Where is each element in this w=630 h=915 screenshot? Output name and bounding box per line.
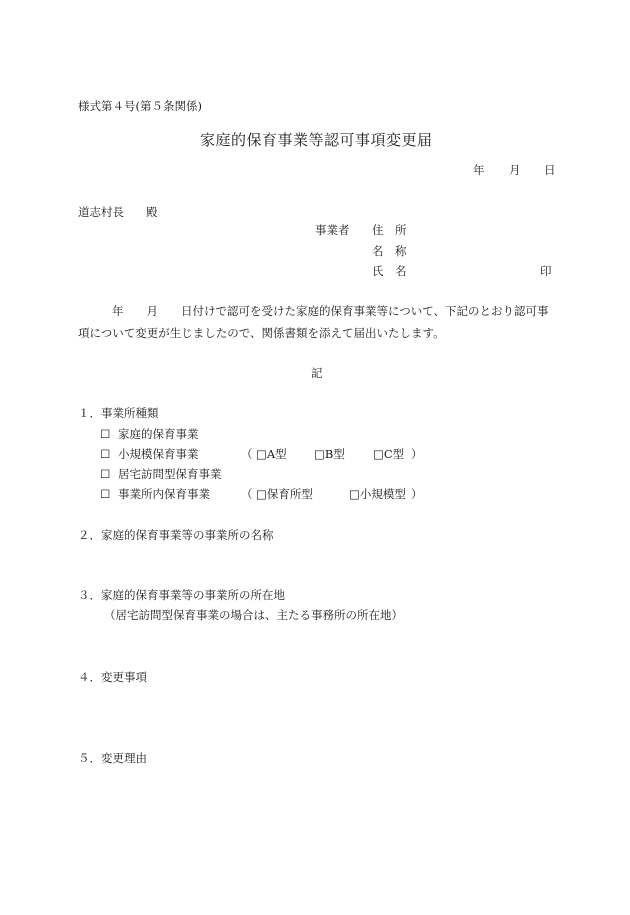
form-number: 様式第４号(第５条関係) bbox=[78, 99, 202, 113]
section-1-label: １．事業所種類 bbox=[78, 406, 159, 420]
applicant-person-label: 氏 名 bbox=[372, 264, 407, 278]
option-2-label: 小規模保育事業 bbox=[118, 447, 199, 461]
body-text: 年 月 日付けで認可を受けた家庭的保育事業等について、下記のとおり認可事項について変更が生じましたので、関係書類を添えて届出いたします。 bbox=[78, 304, 549, 340]
option-1-label: 家庭的保育事業 bbox=[118, 427, 199, 441]
section-5-label: ５．変更理由 bbox=[78, 751, 147, 765]
section-4-label: ４．変更事項 bbox=[78, 670, 147, 684]
subtype-nursery-checkbox[interactable]: □保育所型 bbox=[256, 487, 313, 501]
date-year-label: 年 bbox=[473, 163, 485, 177]
subtype-a-checkbox[interactable]: □A型 bbox=[256, 447, 287, 461]
option-4-paren-close: ） bbox=[411, 487, 423, 501]
option-1-checkbox[interactable]: ☐ bbox=[100, 427, 111, 441]
applicant-name-label: 名 称 bbox=[372, 244, 407, 258]
ki-heading: 記 bbox=[311, 366, 323, 380]
addressee-honorific: 殿 bbox=[146, 205, 158, 219]
option-3-label: 居宅訪問型保育事業 bbox=[118, 467, 222, 481]
applicant-label: 事業者 bbox=[315, 223, 350, 237]
date-day-label: 日 bbox=[544, 163, 556, 177]
body-paragraph bbox=[78, 300, 558, 344]
option-2-checkbox[interactable]: ☐ bbox=[100, 447, 111, 461]
date-month-label: 月 bbox=[509, 163, 521, 177]
option-4-paren-open: （ bbox=[241, 487, 253, 501]
option-2-paren-close: ） bbox=[411, 447, 423, 461]
section-3-label: ３．家庭的保育事業等の事業所の所在地 bbox=[78, 588, 285, 602]
option-3-checkbox[interactable]: ☐ bbox=[100, 467, 111, 481]
option-4-checkbox[interactable]: ☐ bbox=[100, 487, 111, 501]
subtype-b-checkbox[interactable]: □B型 bbox=[314, 447, 345, 461]
addressee-name: 道志村長 bbox=[78, 205, 124, 219]
section-2-label: ２．家庭的保育事業等の事業所の名称 bbox=[78, 528, 274, 542]
option-2-paren-open: （ bbox=[241, 447, 253, 461]
document-title: 家庭的保育事業等認可事項変更届 bbox=[200, 131, 433, 149]
section-3-note: （居宅訪問型保育事業の場合は、主たる事務所の所在地） bbox=[104, 608, 403, 622]
seal-mark: 印 bbox=[540, 264, 552, 278]
subtype-small-scale-checkbox[interactable]: □小規模型 bbox=[349, 487, 406, 501]
applicant-address-label: 住 所 bbox=[372, 223, 407, 237]
subtype-c-checkbox[interactable]: □C型 bbox=[373, 447, 405, 461]
option-4-label: 事業所内保育事業 bbox=[118, 487, 210, 501]
